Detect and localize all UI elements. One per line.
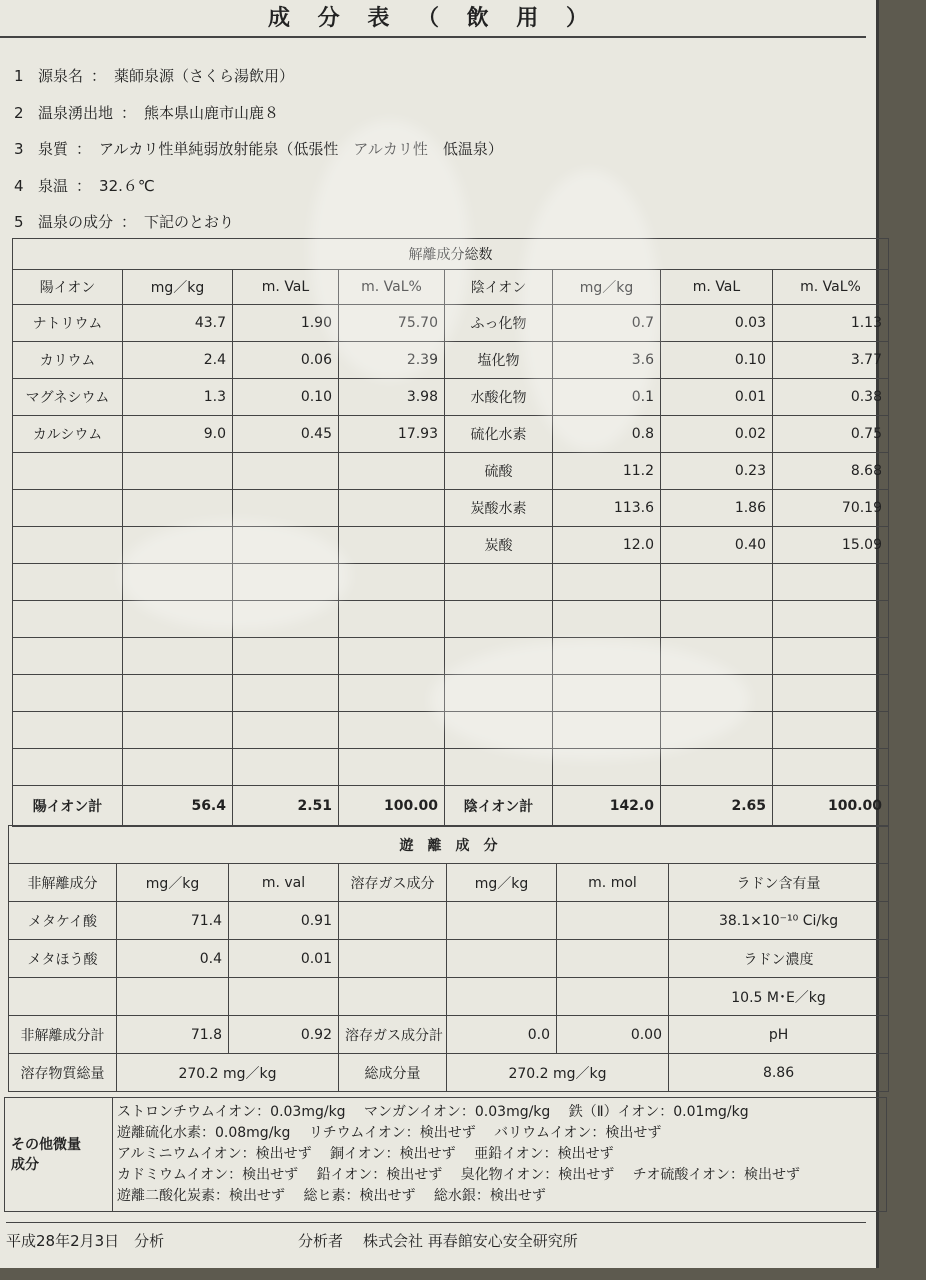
trace-table [4, 1097, 887, 1212]
cation-total-pct: 100.00 [339, 786, 445, 827]
anion-pct: 8.68 [773, 453, 889, 490]
info-num: 4 [14, 176, 24, 195]
info-row-location [14, 95, 854, 132]
anion-name: 塩化物 [445, 342, 553, 379]
empty-cell [773, 638, 889, 675]
header-cation-mval: m. VaL [233, 270, 339, 305]
empty-cell [117, 978, 229, 1016]
empty-cell [553, 675, 661, 712]
anion-mval: 1.86 [661, 490, 773, 527]
info-key: 泉質 [38, 140, 69, 158]
cation-name [13, 453, 123, 490]
header-nondiss-mval: m. val [229, 864, 339, 902]
info-key: 温泉の成分 [38, 213, 114, 231]
gas-empty [557, 902, 669, 940]
info-sep: ： [76, 140, 92, 158]
free-mgkg: 0.4 [117, 940, 229, 978]
ion-header-row [13, 270, 889, 305]
footer [6, 1222, 866, 1259]
empty-cell [445, 601, 553, 638]
cation-mgkg: 2.4 [123, 342, 233, 379]
empty-cell [773, 712, 889, 749]
header-anion-mval: m. VaL [661, 270, 773, 305]
empty-cell [661, 564, 773, 601]
empty-cell [233, 601, 339, 638]
info-sep: ： [91, 67, 107, 85]
info-key: 源泉名 [38, 67, 84, 85]
ion-section-row [13, 239, 889, 270]
anion-mgkg: 113.6 [553, 490, 661, 527]
header-gas-mmol: m. mol [557, 864, 669, 902]
empty-cell [233, 675, 339, 712]
anion-name: ふっ化物 [445, 305, 553, 342]
info-value: 熊本県山鹿市山鹿８ [144, 103, 280, 122]
anion-name: 水酸化物 [445, 379, 553, 416]
ion-row [13, 453, 889, 490]
info-value: アルカリ性単純弱放射能泉（低張性 アルカリ性 低温泉） [99, 140, 503, 158]
info-num: 2 [14, 103, 24, 122]
anion-mgkg: 3.6 [553, 342, 661, 379]
cation-total-mval: 2.51 [233, 786, 339, 827]
empty-cell [229, 978, 339, 1016]
analysis-date: 平成28年2月3日 分析 [6, 1232, 165, 1250]
header-nondiss-mgkg: mg／kg [117, 864, 229, 902]
spring-info [14, 58, 854, 241]
anion-mgkg: 0.1 [553, 379, 661, 416]
cation-mval: 0.45 [233, 416, 339, 453]
ion-row-empty [13, 712, 889, 749]
trace-line: ストロンチウムイオン：0.03mg/kg マンガンイオン：0.03mg/kg 鉄（Ⅱ）イオン：0.01mg/kg [117, 1104, 749, 1120]
info-row-components [14, 204, 854, 241]
cation-mval [233, 453, 339, 490]
empty-cell [233, 638, 339, 675]
empty-cell [553, 638, 661, 675]
empty-cell [661, 675, 773, 712]
info-num: 1 [14, 67, 24, 85]
empty-cell [661, 749, 773, 786]
info-sep: ： [76, 176, 92, 195]
free-section-title: 遊 離 成 分 [9, 826, 889, 864]
empty-cell [339, 712, 445, 749]
empty-cell [123, 749, 233, 786]
ion-section-title: 解離成分総数 [13, 239, 889, 270]
dissolved-total-label: 溶存物質総量 [9, 1054, 117, 1092]
empty-cell [13, 564, 123, 601]
empty-cell [123, 712, 233, 749]
gas-empty [557, 940, 669, 978]
nondiss-total-label: 非解離成分計 [9, 1016, 117, 1054]
empty-cell [553, 749, 661, 786]
anion-mgkg: 11.2 [553, 453, 661, 490]
anion-mval: 0.01 [661, 379, 773, 416]
cation-pct: 3.98 [339, 379, 445, 416]
header-cation: 陽イオン [13, 270, 123, 305]
info-row-temperature [14, 168, 854, 205]
free-row [9, 902, 889, 940]
empty-cell [13, 675, 123, 712]
ion-row [13, 416, 889, 453]
anion-mgkg: 12.0 [553, 527, 661, 564]
empty-cell [339, 601, 445, 638]
cation-pct [339, 490, 445, 527]
trace-line: アルミニウムイオン：検出せず 銅イオン：検出せず 亜鉛イオン：検出せず [117, 1146, 614, 1162]
empty-cell [233, 712, 339, 749]
cation-pct [339, 527, 445, 564]
anion-name: 炭酸 [445, 527, 553, 564]
nondiss-total-mval: 0.92 [229, 1016, 339, 1054]
ion-total-row [13, 786, 889, 827]
header-anion: 陰イオン [445, 270, 553, 305]
cation-mval: 0.10 [233, 379, 339, 416]
empty-cell [553, 564, 661, 601]
header-cation-mgkg: mg／kg [123, 270, 233, 305]
anion-mval: 0.10 [661, 342, 773, 379]
anion-mval: 0.40 [661, 527, 773, 564]
ion-row-empty [13, 601, 889, 638]
anion-pct: 0.38 [773, 379, 889, 416]
info-value: 薬師泉源（さくら湯飲用） [114, 67, 295, 85]
ion-table [12, 238, 889, 827]
grand-total-value: 270.2 mg／kg [447, 1054, 669, 1092]
nondiss-total-mgkg: 71.8 [117, 1016, 229, 1054]
empty-cell [123, 564, 233, 601]
radon-conc-label: ラドン濃度 [669, 940, 889, 978]
overall-total-row [9, 1054, 889, 1092]
ion-row [13, 305, 889, 342]
cation-mgkg: 9.0 [123, 416, 233, 453]
ion-row [13, 527, 889, 564]
trace-label [5, 1098, 113, 1212]
trace-content [113, 1098, 887, 1212]
empty-cell [445, 675, 553, 712]
info-value: 下記のとおり [144, 213, 235, 231]
empty-cell [445, 564, 553, 601]
radon-label: ラドン含有量 [669, 864, 889, 902]
analyst-block [298, 1223, 578, 1259]
info-row-quality [14, 131, 854, 168]
empty-cell [339, 749, 445, 786]
info-sep: ： [121, 103, 137, 122]
info-sep: ： [121, 213, 137, 231]
anion-mgkg: 0.8 [553, 416, 661, 453]
free-row [9, 940, 889, 978]
trace-label-line: その他微量 [11, 1136, 81, 1153]
cation-mgkg: 43.7 [123, 305, 233, 342]
anion-total-mgkg: 142.0 [553, 786, 661, 827]
anion-mval: 0.02 [661, 416, 773, 453]
empty-cell [661, 638, 773, 675]
empty-cell [13, 601, 123, 638]
gas-total-label: 溶存ガス成分計 [339, 1016, 447, 1054]
empty-cell [339, 564, 445, 601]
free-name: メタケイ酸 [9, 902, 117, 940]
ion-row [13, 379, 889, 416]
ion-row-empty [13, 749, 889, 786]
anion-name: 炭酸水素 [445, 490, 553, 527]
trace-line: 遊離二酸化炭素：検出せず 総ヒ素：検出せず 総水銀：検出せず [117, 1188, 546, 1204]
empty-cell [339, 675, 445, 712]
free-mval: 0.01 [229, 940, 339, 978]
empty-cell [233, 749, 339, 786]
cation-pct [339, 453, 445, 490]
ph-value: 8.86 [669, 1054, 889, 1092]
cation-mgkg [123, 527, 233, 564]
empty-cell [13, 712, 123, 749]
empty-cell [123, 638, 233, 675]
header-anion-mvalpct: m. VaL% [773, 270, 889, 305]
gas-empty [447, 940, 557, 978]
empty-cell [557, 978, 669, 1016]
ion-row [13, 342, 889, 379]
anion-total-pct: 100.00 [773, 786, 889, 827]
ion-row [13, 490, 889, 527]
empty-cell [553, 601, 661, 638]
empty-cell [773, 564, 889, 601]
cation-pct: 2.39 [339, 342, 445, 379]
empty-cell [9, 978, 117, 1016]
empty-cell [123, 601, 233, 638]
trace-line: 遊離硫化水素：0.08mg/kg リチウムイオン：検出せず バリウムイオン：検出せず [117, 1125, 662, 1141]
empty-cell [445, 749, 553, 786]
info-num: 5 [14, 213, 24, 231]
anion-mgkg: 0.7 [553, 305, 661, 342]
cation-pct: 17.93 [339, 416, 445, 453]
anion-pct: 1.13 [773, 305, 889, 342]
cation-mgkg [123, 490, 233, 527]
anion-mval: 0.23 [661, 453, 773, 490]
free-section-row [9, 826, 889, 864]
empty-cell [773, 749, 889, 786]
cation-mval [233, 527, 339, 564]
header-gas-mgkg: mg／kg [447, 864, 557, 902]
anion-pct: 3.77 [773, 342, 889, 379]
header-gas: 溶存ガス成分 [339, 864, 447, 902]
free-name: メタほう酸 [9, 940, 117, 978]
radon-value: 38.1×10⁻¹⁰ Ci/kg [669, 902, 889, 940]
empty-cell [773, 601, 889, 638]
cation-total-mgkg: 56.4 [123, 786, 233, 827]
empty-cell [553, 712, 661, 749]
info-row-source [14, 58, 854, 95]
free-header-row [9, 864, 889, 902]
free-total-row [9, 1016, 889, 1054]
cation-name: ナトリウム [13, 305, 123, 342]
ph-label: pH [669, 1016, 889, 1054]
info-key: 泉温 [38, 176, 69, 195]
gas-empty [447, 902, 557, 940]
grand-total-label: 総成分量 [339, 1054, 447, 1092]
analyst-name: 株式会社 再春館安心安全研究所 [363, 1232, 578, 1250]
anion-name: 硫酸 [445, 453, 553, 490]
cation-pct: 75.70 [339, 305, 445, 342]
cation-mval: 1.90 [233, 305, 339, 342]
cation-name: カルシウム [13, 416, 123, 453]
sheet-title: 成 分 表 （ 飲 用 ） [0, 0, 866, 38]
empty-cell [123, 675, 233, 712]
cation-total-label: 陽イオン計 [13, 786, 123, 827]
cation-name: マグネシウム [13, 379, 123, 416]
free-components-table [8, 825, 889, 1092]
radon-conc-value: 10.5 M･E／kg [669, 978, 889, 1016]
trace-line: カドミウムイオン：検出せず 鉛イオン：検出せず 臭化物イオン：検出せず チオ硫酸イオン：検出せず [117, 1167, 800, 1183]
gas-total-mgkg: 0.0 [447, 1016, 557, 1054]
header-nondiss: 非解離成分 [9, 864, 117, 902]
anion-name: 硫化水素 [445, 416, 553, 453]
free-row-empty [9, 978, 889, 1016]
anion-total-mval: 2.65 [661, 786, 773, 827]
anion-pct: 15.09 [773, 527, 889, 564]
analyst-label: 分析者 [298, 1232, 344, 1250]
anion-total-label: 陰イオン計 [445, 786, 553, 827]
empty-cell [339, 978, 447, 1016]
cation-mgkg: 1.3 [123, 379, 233, 416]
empty-cell [13, 638, 123, 675]
free-mgkg: 71.4 [117, 902, 229, 940]
trace-label-line: 成分 [11, 1156, 39, 1173]
empty-cell [445, 712, 553, 749]
info-value: 32.６℃ [99, 176, 155, 195]
empty-cell [661, 712, 773, 749]
empty-cell [447, 978, 557, 1016]
gas-empty [339, 902, 447, 940]
ion-row-empty [13, 564, 889, 601]
empty-cell [233, 564, 339, 601]
empty-cell [661, 601, 773, 638]
anion-mval: 0.03 [661, 305, 773, 342]
empty-cell [339, 638, 445, 675]
cation-name: カリウム [13, 342, 123, 379]
empty-cell [773, 675, 889, 712]
cation-name [13, 490, 123, 527]
anion-pct: 0.75 [773, 416, 889, 453]
ion-row-empty [13, 675, 889, 712]
cation-mgkg [123, 453, 233, 490]
cation-name [13, 527, 123, 564]
anion-pct: 70.19 [773, 490, 889, 527]
cation-mval: 0.06 [233, 342, 339, 379]
gas-total-mmol: 0.00 [557, 1016, 669, 1054]
header-anion-mgkg: mg／kg [553, 270, 661, 305]
dissolved-total-value: 270.2 mg／kg [117, 1054, 339, 1092]
info-key: 温泉湧出地 [38, 103, 114, 122]
info-num: 3 [14, 140, 24, 158]
header-cation-mvalpct: m. VaL% [339, 270, 445, 305]
cation-mval [233, 490, 339, 527]
gas-empty [339, 940, 447, 978]
trace-row [5, 1098, 887, 1212]
empty-cell [13, 749, 123, 786]
free-mval: 0.91 [229, 902, 339, 940]
ion-row-empty [13, 638, 889, 675]
empty-cell [445, 638, 553, 675]
